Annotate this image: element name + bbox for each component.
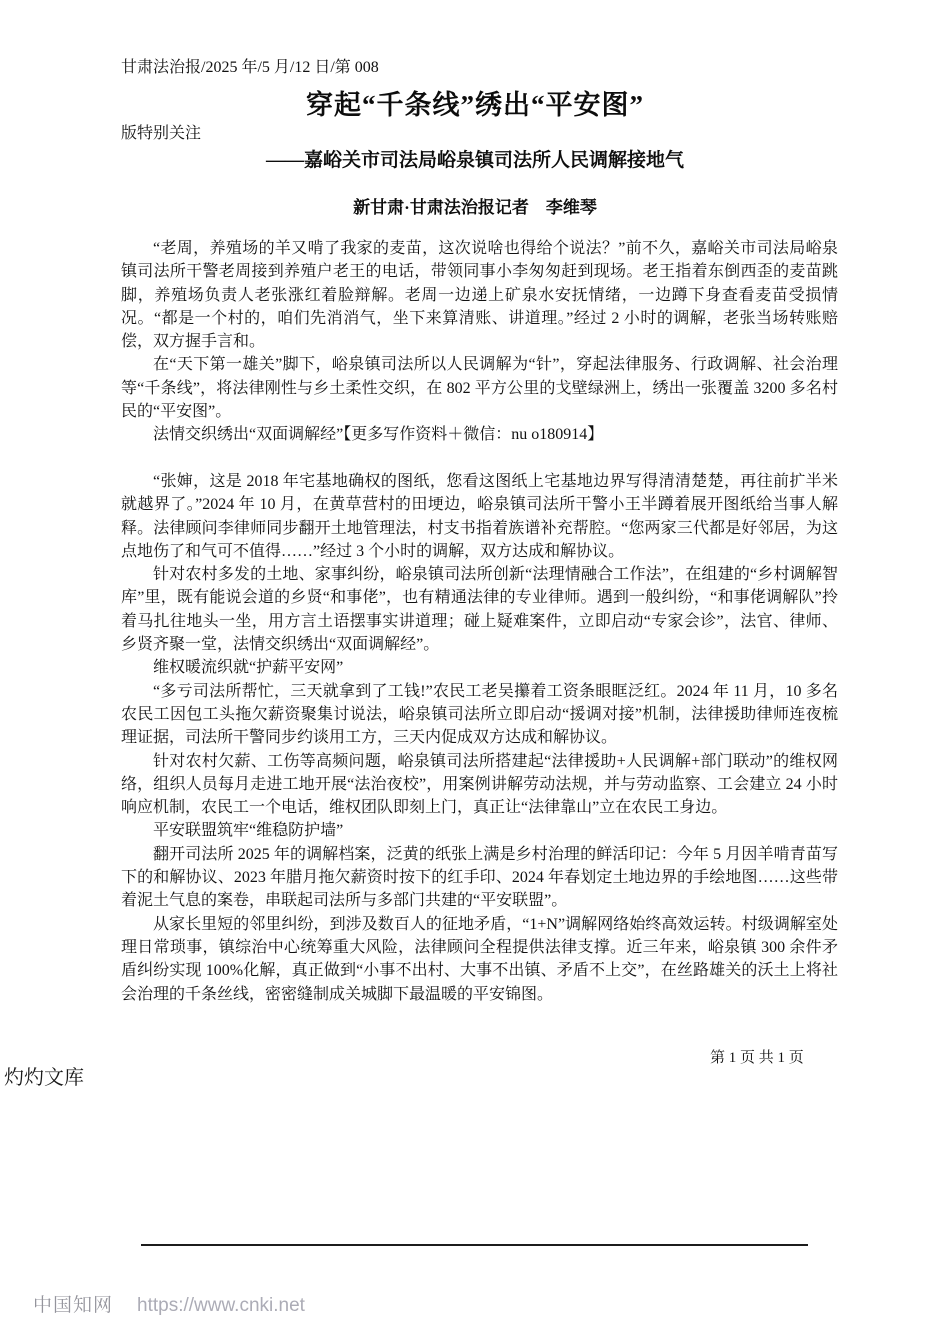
page-indicator: 第 1 页 共 1 页 — [710, 1050, 804, 1066]
article-paragraph: 针对农村欠薪、工伤等高频问题，峪泉镇司法所搭建起“法律援助+人民调解+部门联动”的维权网络，组织人员每月走进工地开展“法治夜校”，用案例讲解劳动法规，并与劳动监察、工会建立 24 小时响应机制，农民工一个电话，维权团队即刻上门，真正让“法律靠山”立在农民工身边。 — [121, 752, 838, 817]
section-subhead: 平安联盟筑牢“维稳防护墙” — [153, 822, 344, 840]
masthead-line-2: 版特别关注 — [121, 125, 202, 142]
article-paragraph: “老周，养殖场的羊又啃了我家的麦苗，这次说啥也得给个说法？”前不久，嘉峪关市司法局峪泉镇司法所干警老周接到养殖户老王的电话，带领同事小李匆匆赶到现场。老王指着东倒西歪的麦苗跳脚，养殖场负责人老张涨红着脸辩解。老周一边递上矿泉水安抚情绪，一边蹲下身查看麦苗受损情况。“都是一个村的，咱们先消消气，坐下来算清账、讲道理。”经过 2 小时的调解，老张当场转账赔偿，双方握手言和。 — [121, 240, 838, 351]
article-title: 穿起“千条线”绣出“平安图” — [306, 90, 644, 120]
article-body — [121, 237, 838, 1006]
cnki-brand: 中国知网 — [33, 1295, 114, 1316]
article-byline: 新甘肃·甘肃法治报记者 李维琴 — [353, 198, 597, 217]
section-subhead: 法情交织绣出“双面调解经”【更多写作资料＋微信：nu o180914】 — [153, 426, 604, 444]
article-paragraph: 针对农村多发的土地、家事纠纷，峪泉镇司法所创新“法理情融合工作法”，在组建的“乡村调解智库”里，既有能说会道的乡贤“和事佬”，也有精通法律的专业律师。遇到一般纠纷，“和事佬调解队”拎着马扎往地头一坐，用方言土语摆事实讲道理；碰上疑难案件，立即启动“专家会诊”，法官、律师、乡贤齐聚一堂，法情交织绣出“双面调解经”。 — [121, 566, 838, 654]
footer-divider — [141, 1244, 808, 1246]
cnki-url: https://www.cnki.net — [137, 1295, 305, 1316]
article-paragraph: 从家长里短的邻里纠纷，到涉及数百人的征地矛盾，“1+N”调解网络始终高效运转。村级调解室处理日常琐事，镇综治中心统筹重大风险，法律顾问全程提供法律支撑。近三年来，峪泉镇 300 余件矛盾纠纷实现 100%化解，真正做到“小事不出村、大事不出镇、矛盾不上交”，在丝路雄关的沃土上将社会治理的千条丝线，密密缝制成关城脚下最温暖的平安锦图。 — [121, 915, 838, 1003]
library-watermark: 灼灼文库 — [4, 1067, 84, 1089]
article-subtitle: ——嘉峪关市司法局峪泉镇司法所人民调解接地气 — [265, 150, 684, 171]
masthead-line-1: 甘肃法治报/2025 年/5 月/12 日/第 008 — [121, 59, 379, 76]
cnki-watermark — [33, 1290, 305, 1317]
section-subhead: 维权暖流织就“护薪平安网” — [153, 659, 344, 677]
article-paragraph: 翻开司法所 2025 年的调解档案，泛黄的纸张上满是乡村治理的鲜活印记：今年 5 月因羊啃青苗写下的和解协议、2023 年腊月拖欠薪资时按下的红手印、2024 年春划定土地边界的手绘地图……这些带着泥土气息的案卷，串联起司法所与多部门共建的“平安联盟”。 — [121, 845, 838, 910]
article-paragraph: “多亏司法所帮忙，三天就拿到了工钱!”农民工老吴攥着工资条眼眶泛红。2024 年 11 月，10 多名农民工因包工头拖欠薪资聚集讨说法，峪泉镇司法所立即启动“援调对接”机制，法律援助律师连夜梳理证据，司法所干警同步约谈用工方，三天内促成双方达成和解协议。 — [121, 682, 838, 747]
article-paragraph: “张婶，这是 2018 年宅基地确权的图纸，您看这图纸上宅基地边界写得清清楚楚，再往前扩半米就越界了。”2024 年 10 月，在黄草营村的田埂边，峪泉镇司法所干警小王半蹲着展开图纸给当事人解释。法律顾问李律师同步翻开土地管理法，村支书指着族谱补充帮腔。“您两家三代都是好邻居，为这点地伤了和气可不值得……”经过 3 个小时的调解，双方达成和解协议。 — [121, 472, 838, 560]
article-paragraph: 在“天下第一雄关”脚下，峪泉镇司法所以人民调解为“针”，穿起法律服务、行政调解、社会治理等“千条线”，将法律刚性与乡土柔性交织，在 802 平方公里的戈壁绿洲上，绣出一张覆盖 3200 多名村民的“平安图”。 — [121, 356, 838, 421]
